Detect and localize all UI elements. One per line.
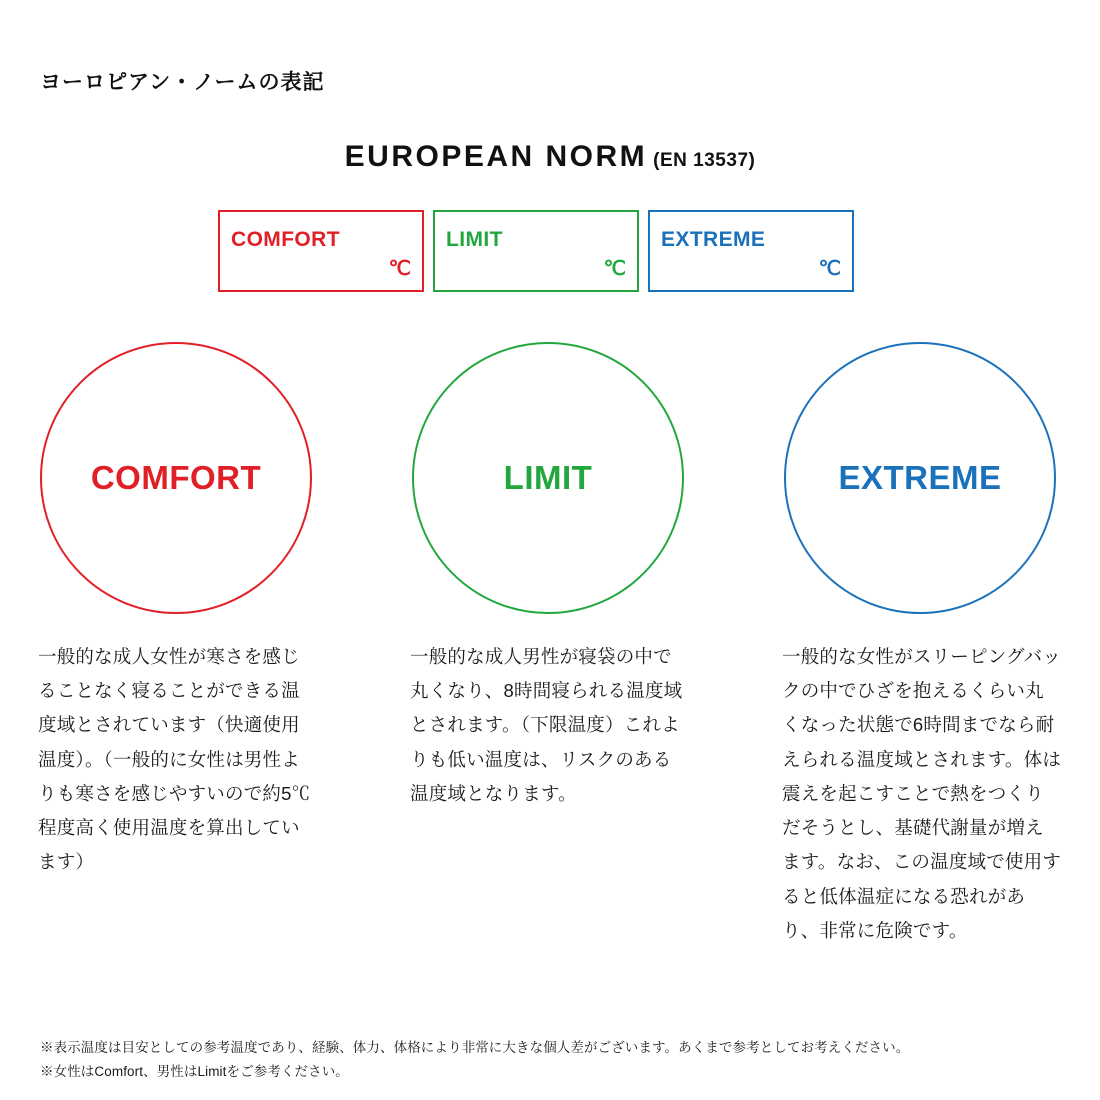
circle-label-limit: LIMIT [503, 459, 593, 496]
legend-row [218, 210, 854, 292]
circle-comfort [40, 342, 312, 614]
norm-title-main: EUROPEAN NORM [344, 140, 648, 173]
legend-unit-limit: ℃ [603, 258, 626, 280]
norm-title [0, 140, 1100, 174]
legend-unit-extreme: ℃ [818, 258, 841, 280]
circle-label-extreme: EXTREME [838, 459, 1002, 496]
footnote-1: ※表示温度は目安としての参考温度であり、経験、体力、体格により非常に大きな個人差がございます。あくまで参考としてお考えください。 [40, 1040, 910, 1055]
description-comfort: 一般的な成人女性が寒さを感じることなく寝ることができる温度域とされています（快適使用温度）。（一般的に女性は男性よりも寒さを感じやすいので約5℃程度高く使用温度を算出しています） [38, 646, 311, 873]
legend-label-extreme: EXTREME [661, 228, 766, 251]
page-title: ヨーロピアン・ノームの表記 [40, 71, 325, 94]
legend-unit-comfort: ℃ [388, 258, 411, 280]
circle-limit [412, 342, 684, 614]
legend-box-limit [433, 210, 639, 292]
legend-label-comfort: COMFORT [231, 228, 340, 251]
footnotes [40, 1036, 909, 1085]
legend-box-comfort [218, 210, 424, 292]
circle-label-comfort: COMFORT [90, 459, 262, 496]
legend-label-limit: LIMIT [446, 228, 503, 251]
description-extreme: 一般的な女性がスリーピングバックの中でひざを抱えるくらい丸くなった状態で6時間までなら耐えられる温度域とされます。体は震えを起こすことで熱をつくりだそうとし、基礎代謝量が増えます。なお、この温度域で使用すると低体温症になる恐れがあり、非常に危険です。 [782, 646, 1062, 941]
norm-title-standard-code: (EN 13537) [653, 150, 756, 171]
circle-row [0, 342, 1100, 620]
description-limit: 一般的な成人男性が寝袋の中で丸くなり、8時間寝られる温度域とされます。（下限温度）これよりも低い温度は、リスクのある温度域となります。 [410, 646, 683, 804]
legend-box-extreme [648, 210, 854, 292]
footnote-2: ※女性はComfort、男性はLimitをご参考ください。 [40, 1064, 349, 1080]
circle-extreme [784, 342, 1056, 614]
